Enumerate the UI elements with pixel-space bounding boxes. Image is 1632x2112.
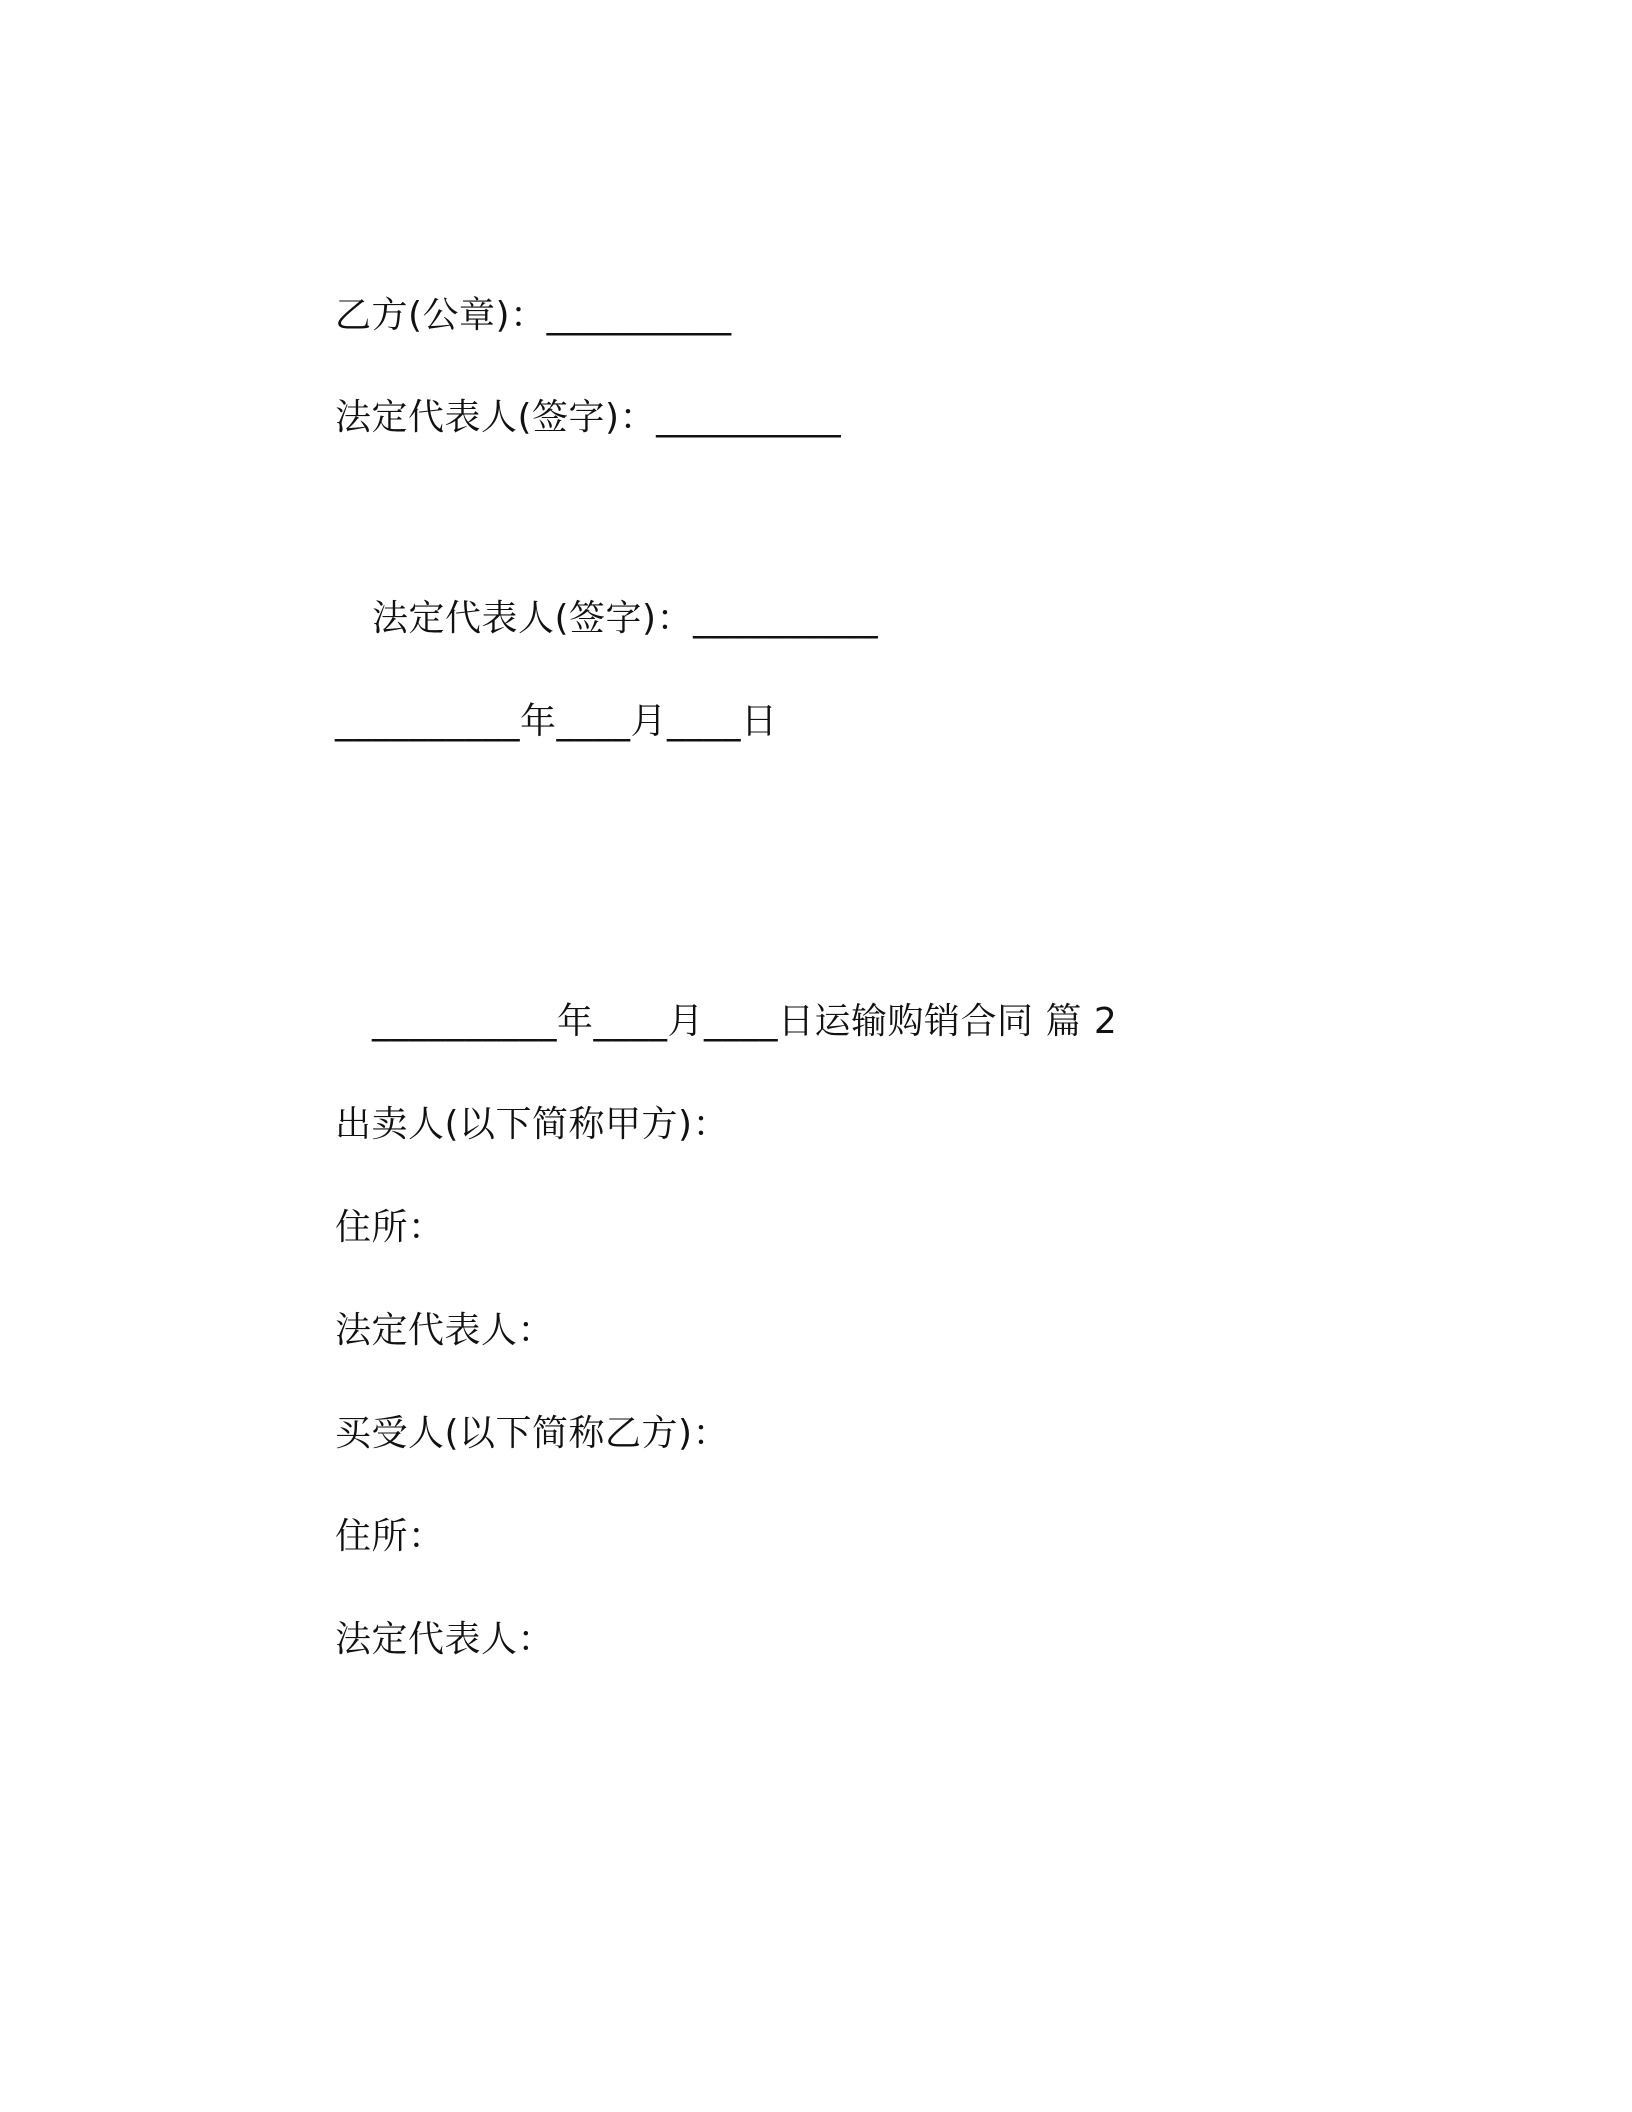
buyer-legal-rep-label: 法定代表人：	[335, 1619, 555, 1660]
seller-label: 出卖人(以下简称甲方)：	[335, 1104, 730, 1145]
buyer-address-label: 住所：	[335, 1516, 445, 1557]
contract-title-line: __________年____月____日运输购销合同 篇 2	[372, 1001, 1118, 1042]
seller-address-label: 住所：	[335, 1207, 445, 1248]
buyer-label: 买受人(以下简称乙方)：	[335, 1413, 730, 1454]
legal-rep-signature-line: 法定代表人(签字)：__________	[335, 397, 842, 438]
legal-rep-signature-line-2: 法定代表人(签字)：__________	[372, 598, 879, 639]
date-line: __________年____月____日	[335, 701, 778, 742]
party-b-seal-line: 乙方(公章)：__________	[335, 295, 732, 336]
seller-legal-rep-label: 法定代表人：	[335, 1310, 555, 1351]
